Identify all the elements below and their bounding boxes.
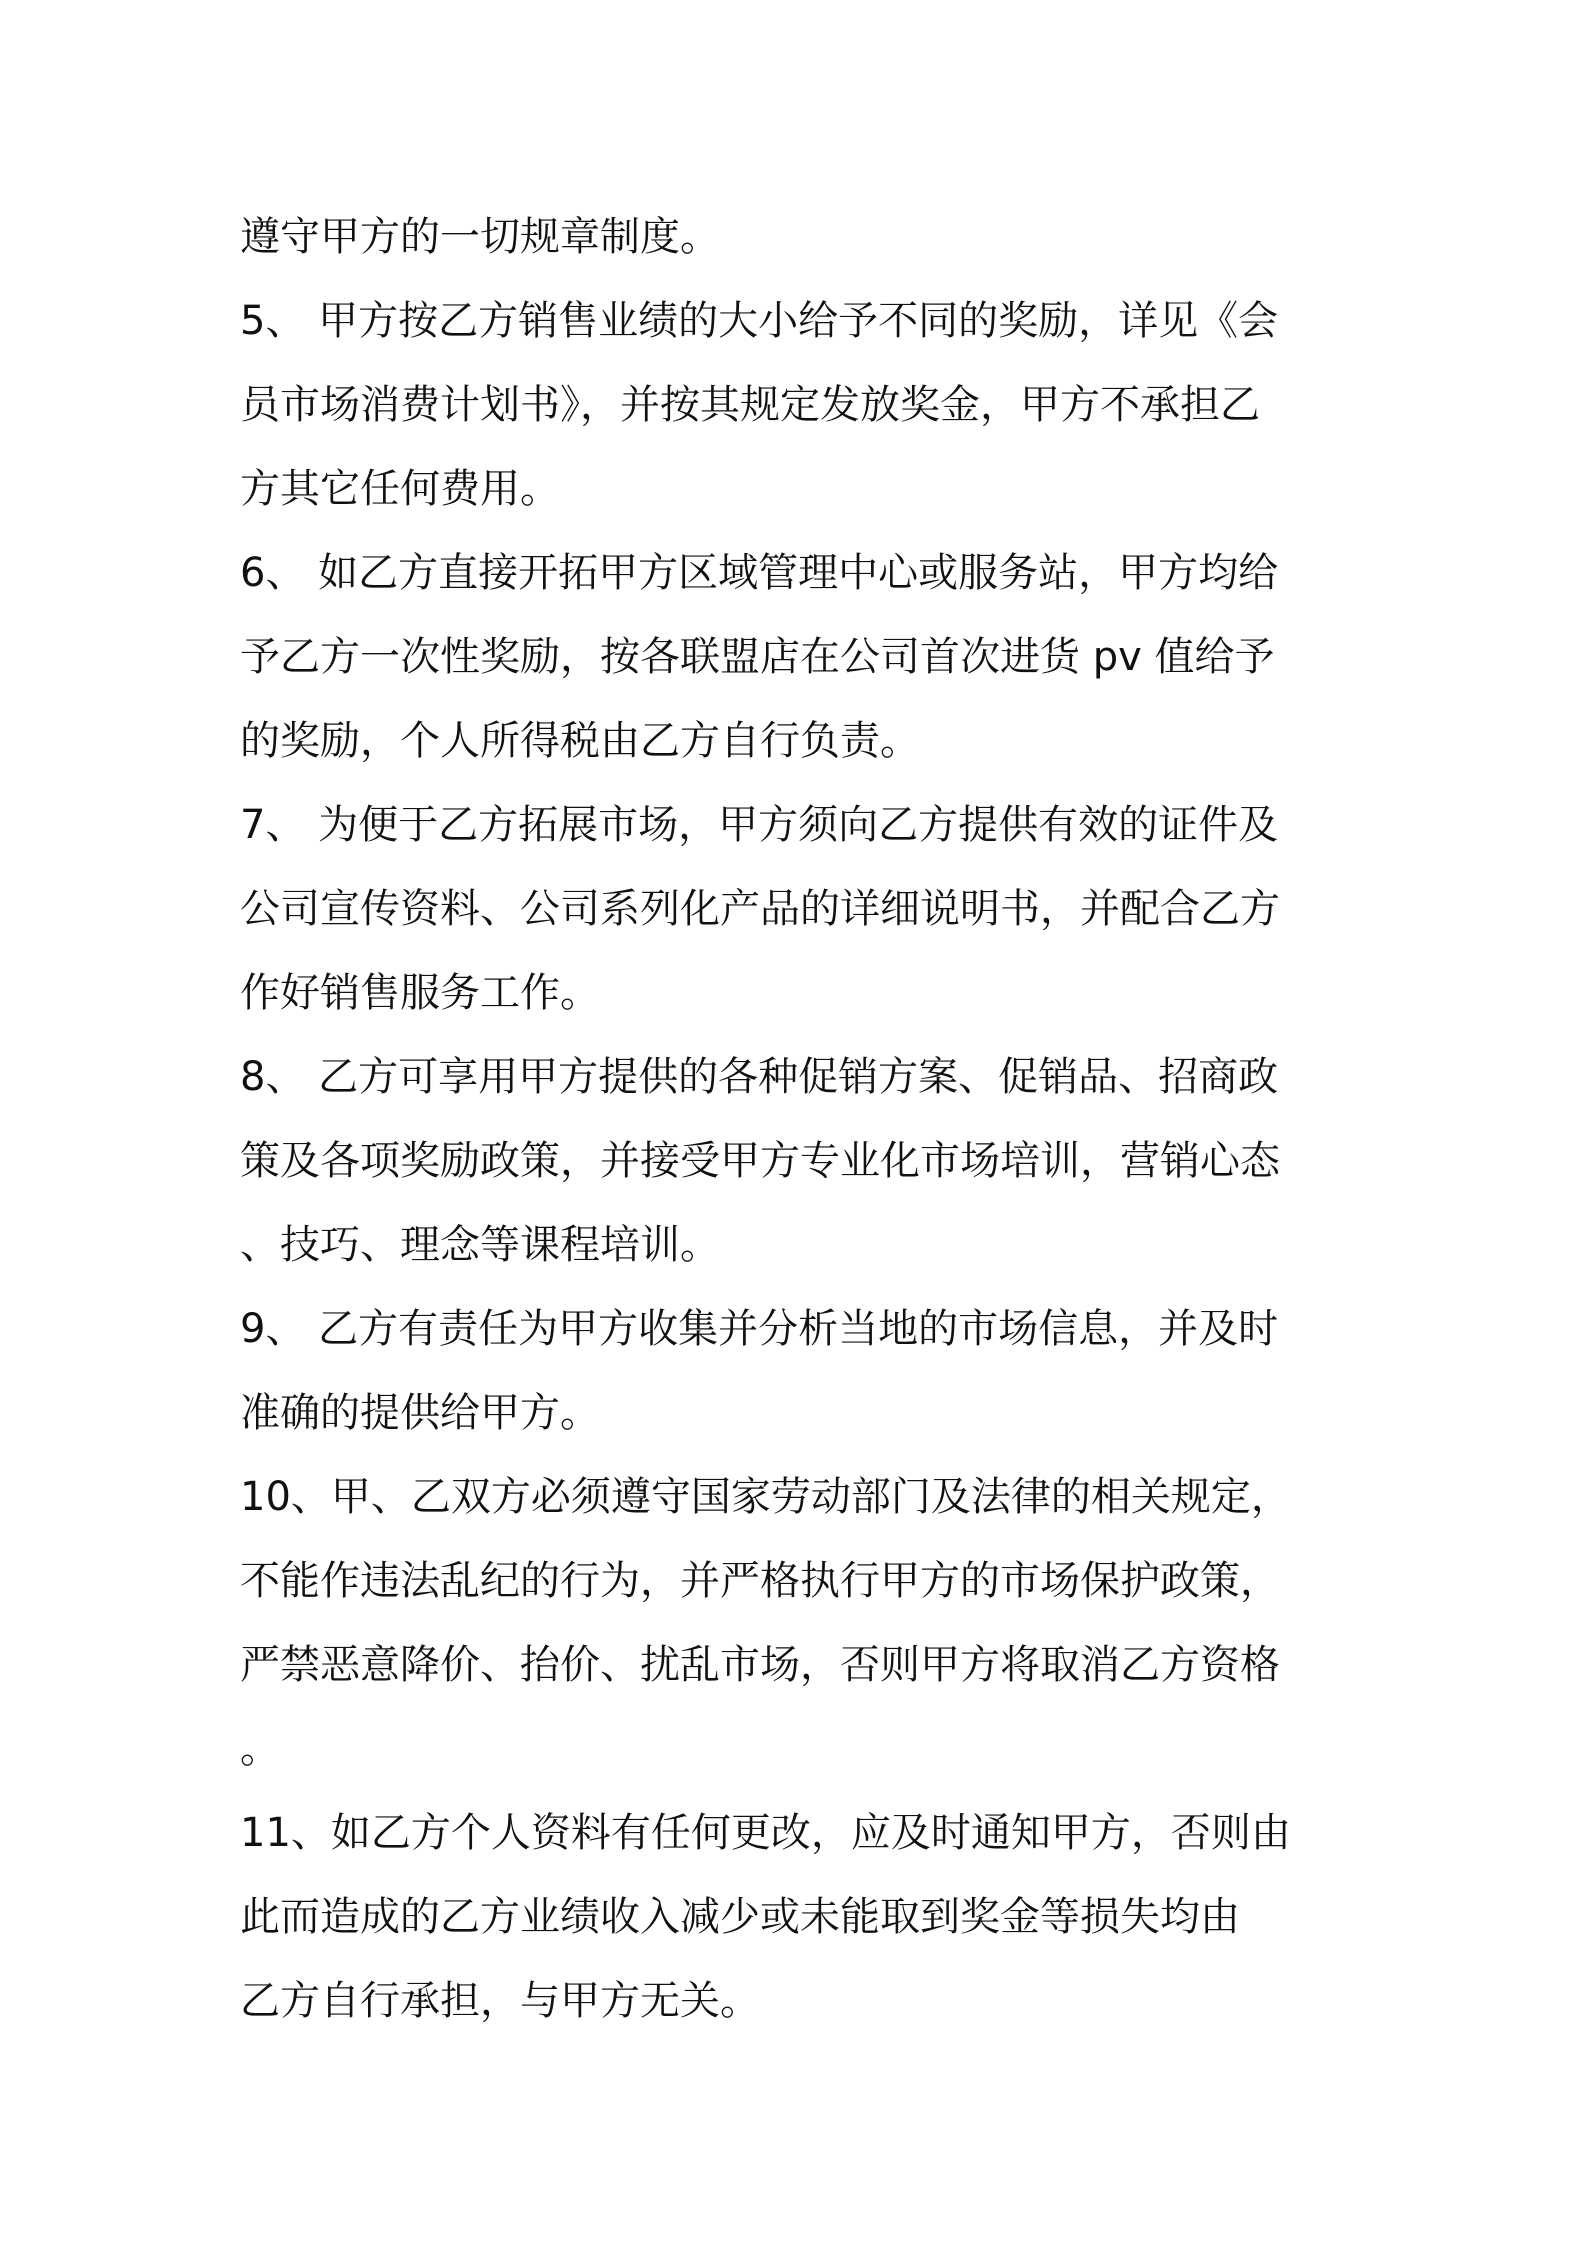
text-line: 遵守甲方的一切规章制度。 bbox=[240, 214, 720, 260]
text-line: 5、 甲方按乙方销售业绩的大小给予不同的奖励，详见《会 bbox=[240, 298, 1279, 344]
text-line: 9、 乙方有责任为甲方收集并分析当地的市场信息，并及时 bbox=[240, 1306, 1279, 1352]
text-line: 的奖励，个人所得税由乙方自行负责。 bbox=[240, 718, 920, 764]
text-line: 予乙方一次性奖励，按各联盟店在公司首次进货 pv 值给予 bbox=[240, 634, 1275, 680]
text-line: 10、甲、乙双方必须遵守国家劳动部门及法律的相关规定， bbox=[240, 1474, 1291, 1520]
text-line: 此而造成的乙方业绩收入减少或未能取到奖金等损失均由 bbox=[240, 1894, 1240, 1940]
text-line: 策及各项奖励政策，并接受甲方专业化市场培训，营销心态 bbox=[240, 1138, 1280, 1184]
text-line: 严禁恶意降价、抬价、扰乱市场，否则甲方将取消乙方资格 bbox=[240, 1642, 1280, 1688]
text-line: 作好销售服务工作。 bbox=[240, 970, 600, 1016]
text-line: 、技巧、理念等课程培训。 bbox=[240, 1222, 720, 1268]
text-line: 8、 乙方可享用甲方提供的各种促销方案、促销品、招商政 bbox=[240, 1054, 1279, 1100]
text-line: 乙方自行承担，与甲方无关。 bbox=[240, 1978, 760, 2024]
text-line: 员市场消费计划书》，并按其规定发放奖金，甲方不承担乙 bbox=[240, 382, 1260, 428]
text-line: 11、如乙方个人资料有任何更改，应及时通知甲方，否则由 bbox=[240, 1810, 1291, 1856]
text-line: 不能作违法乱纪的行为，并严格执行甲方的市场保护政策， bbox=[240, 1558, 1280, 1604]
text-line: 准确的提供给甲方。 bbox=[240, 1390, 600, 1436]
text-line: 方其它任何费用。 bbox=[240, 466, 560, 512]
text-line: 6、 如乙方直接开拓甲方区域管理中心或服务站，甲方均给 bbox=[240, 550, 1279, 596]
document-body bbox=[240, 195, 1360, 2043]
text-line: 7、 为便于乙方拓展市场，甲方须向乙方提供有效的证件及 bbox=[240, 802, 1279, 848]
text-line: 公司宣传资料、公司系列化产品的详细说明书，并配合乙方 bbox=[240, 886, 1280, 932]
text-line: 。 bbox=[240, 1726, 280, 1772]
